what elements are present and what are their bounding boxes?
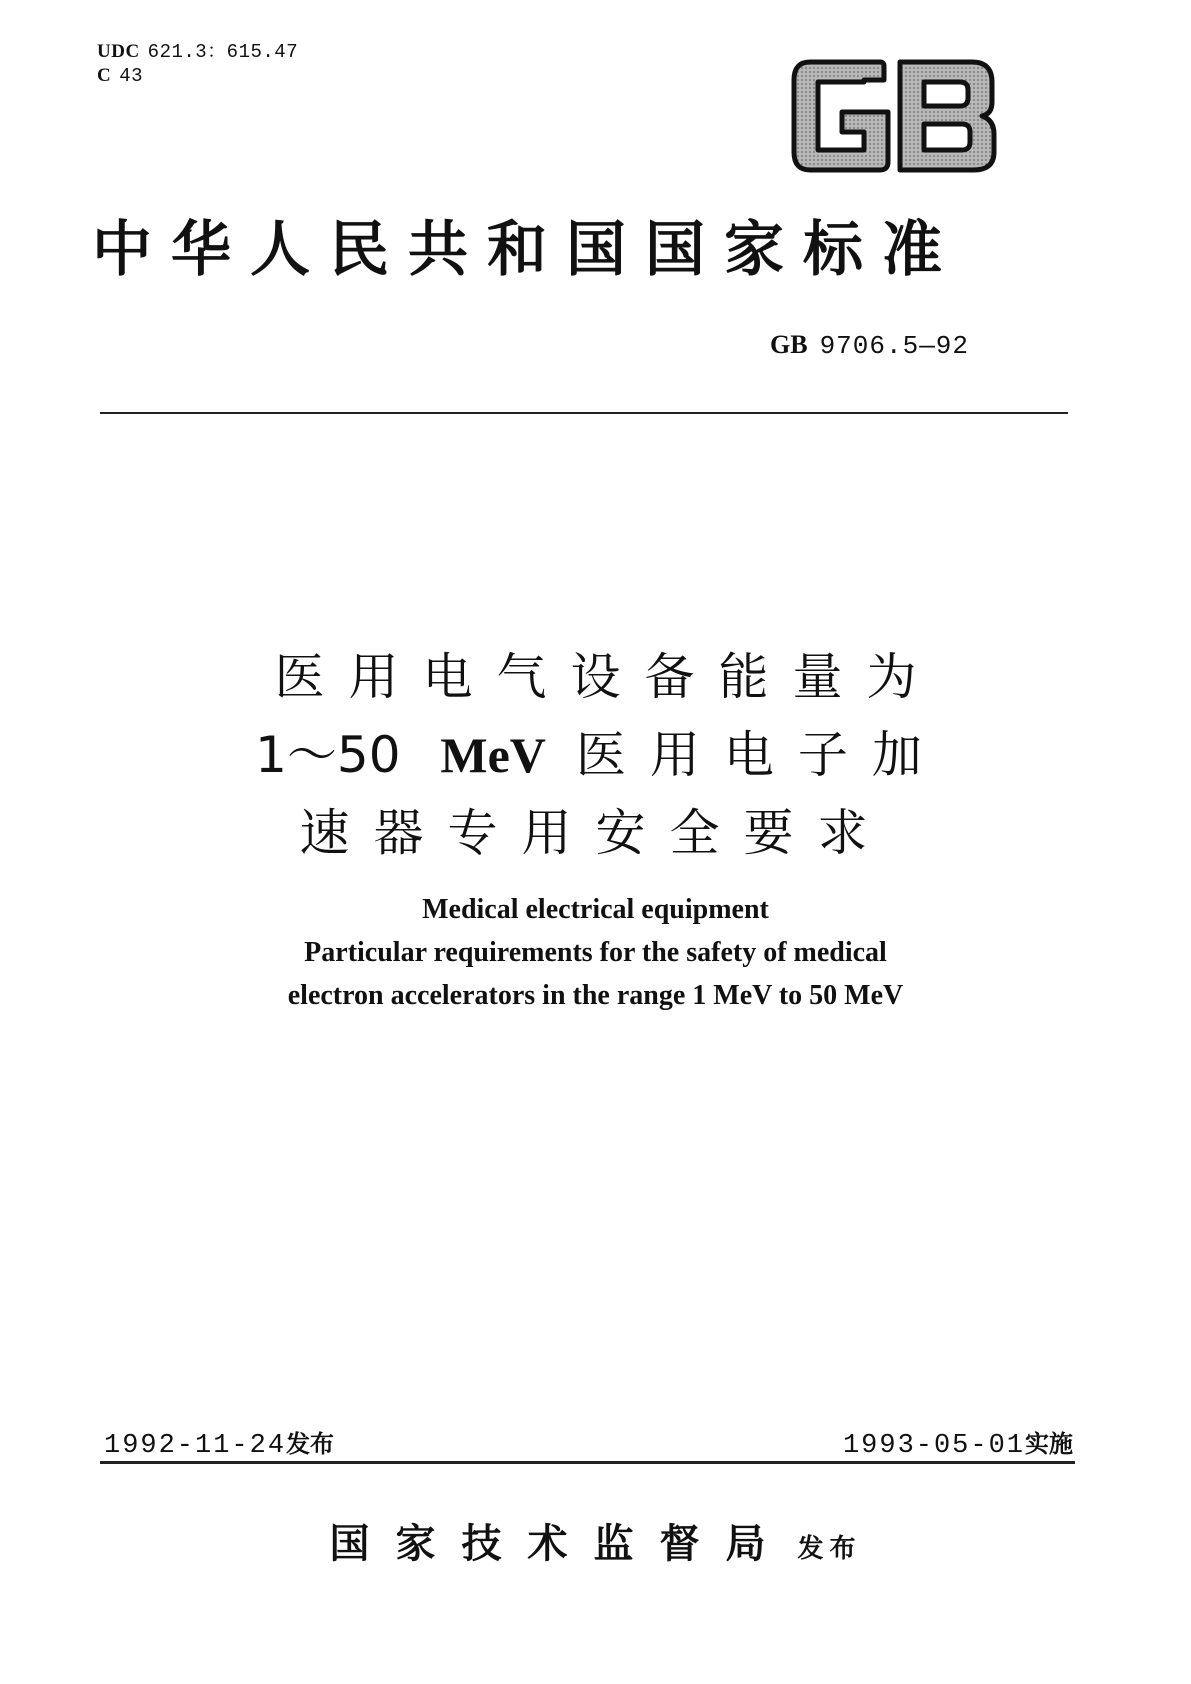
title-english bbox=[0, 888, 1191, 1017]
issue-date bbox=[104, 1424, 334, 1461]
issuing-organization: 国家技术监督局 bbox=[329, 1520, 792, 1567]
gb-logo bbox=[788, 58, 998, 174]
title-en-line-3: electron accelerators in the range 1 MeV to 50 MeV bbox=[287, 980, 904, 1011]
c-value: 43 bbox=[119, 65, 144, 87]
title-chinese bbox=[0, 638, 1191, 872]
issue-date-label: 发布 bbox=[286, 1430, 335, 1458]
gb-logo-b bbox=[900, 62, 994, 170]
title-cn-range: 1～50 bbox=[255, 726, 401, 784]
issuing-action: 发布 bbox=[797, 1534, 862, 1564]
top-divider bbox=[100, 412, 1068, 414]
national-standard-title: 中华人民共和国国家标准 bbox=[92, 215, 961, 285]
udc-label: UDC bbox=[97, 41, 140, 62]
title-cn-unit: MeV bbox=[440, 727, 546, 783]
c-line bbox=[97, 64, 298, 88]
gb-logo-g bbox=[794, 62, 888, 170]
title-cn-line-1: 医用电气设备能量为 bbox=[274, 648, 941, 706]
standard-number bbox=[770, 330, 969, 361]
udc-line bbox=[97, 40, 298, 64]
title-cn-line-2-rest: 医用电子加 bbox=[575, 726, 946, 784]
c-label: C bbox=[97, 65, 112, 86]
udc-value: 621.3：615.47 bbox=[147, 41, 299, 63]
bottom-divider bbox=[100, 1461, 1075, 1464]
title-cn-line-3: 速器专用安全要求 bbox=[299, 804, 892, 862]
title-en-line-1: Medical electrical equipment bbox=[422, 894, 769, 925]
standard-number-value: 9706.5—92 bbox=[819, 331, 970, 361]
issuing-authority bbox=[0, 1512, 1191, 1569]
implementation-date-value: 1993-05-01 bbox=[842, 1431, 1025, 1461]
title-en-line-2: Particular requirements for the safety of medical bbox=[304, 937, 887, 968]
implementation-date-label: 实施 bbox=[1025, 1430, 1073, 1458]
issue-date-value: 1992-11-24 bbox=[104, 1431, 287, 1461]
standard-prefix: GB bbox=[770, 330, 808, 359]
classification-codes bbox=[97, 40, 298, 88]
title-cn-line-2 bbox=[0, 716, 1191, 794]
implementation-date bbox=[843, 1424, 1073, 1461]
